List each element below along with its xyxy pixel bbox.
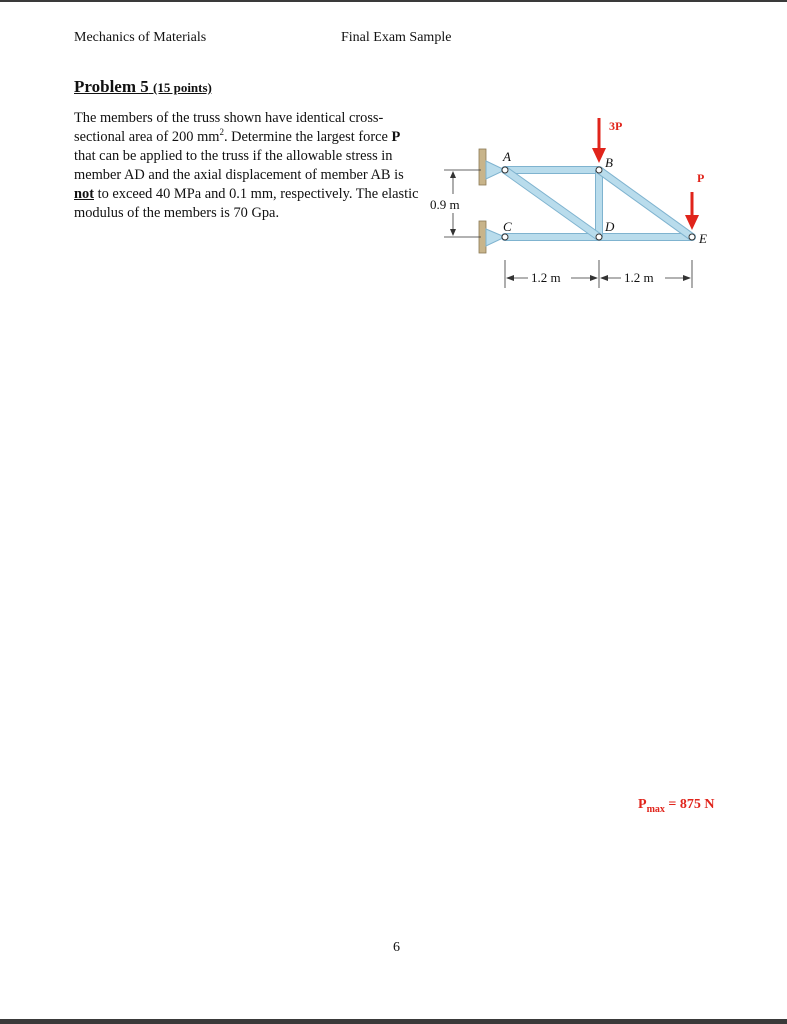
truss-figure — [425, 112, 725, 297]
problem-number: Problem 5 — [74, 77, 149, 96]
header-exam-title: Final Exam Sample — [341, 30, 452, 45]
member-AD — [505, 170, 599, 237]
span-2-arrow-left — [600, 275, 608, 281]
load-arrow-E — [685, 192, 699, 230]
label-D: D — [605, 219, 615, 234]
height-dim-arrow-top — [450, 171, 456, 178]
answer-value: = 875 N — [664, 797, 715, 812]
height-dim-arrow-bottom — [450, 229, 456, 236]
top-border — [0, 0, 787, 2]
problem-statement — [74, 109, 419, 223]
joint-D — [596, 234, 602, 240]
text-superscript: 2 — [219, 127, 224, 138]
span-1-label: 1.2 m — [531, 270, 561, 285]
span-1-arrow-right — [590, 275, 598, 281]
header-course-title: Mechanics of Materials — [74, 30, 207, 45]
problem-points: (15 points) — [153, 80, 212, 95]
truss-members — [505, 170, 692, 237]
text-part-6: to exceed 40 MPa and 0.1 mm, respectively. The elastic modulus of the members is 70 Gpa. — [74, 186, 419, 221]
text-part-2: . Determine the largest force — [223, 129, 392, 145]
load-label-B: 3P — [609, 119, 623, 133]
load-arrow-B — [592, 118, 606, 163]
answer-symbol: P — [638, 797, 647, 812]
span-2-arrow-right — [683, 275, 691, 281]
label-C: C — [503, 219, 512, 234]
joint-E — [689, 234, 695, 240]
answer-subscript: max — [646, 803, 665, 815]
label-B: B — [605, 155, 613, 170]
load-arrow-E-head — [685, 215, 699, 230]
text-part-1: The members of the truss shown have identical cross-sectional area of 200 mm — [74, 110, 384, 145]
text-part-4: that can be applied to the truss if the allowable stress in member AD and the axial displacement of member AB is — [74, 148, 404, 183]
joint-B — [596, 167, 602, 173]
page-number: 6 — [393, 940, 400, 955]
answer — [638, 797, 715, 815]
load-arrow-B-head — [592, 148, 606, 163]
load-label-E: P — [697, 171, 705, 185]
height-dim-label: 0.9 m — [430, 197, 460, 212]
label-E: E — [699, 231, 707, 246]
text-emphasis: not — [74, 186, 94, 202]
problem-title — [74, 77, 212, 97]
bottom-border — [0, 1019, 787, 1024]
span-2-label: 1.2 m — [624, 270, 654, 285]
wall-support-top — [479, 149, 486, 185]
joint-C — [502, 234, 508, 240]
joint-A — [502, 167, 508, 173]
text-force-symbol: P — [391, 129, 401, 145]
span-1-arrow-left — [506, 275, 514, 281]
label-A: A — [503, 149, 511, 164]
